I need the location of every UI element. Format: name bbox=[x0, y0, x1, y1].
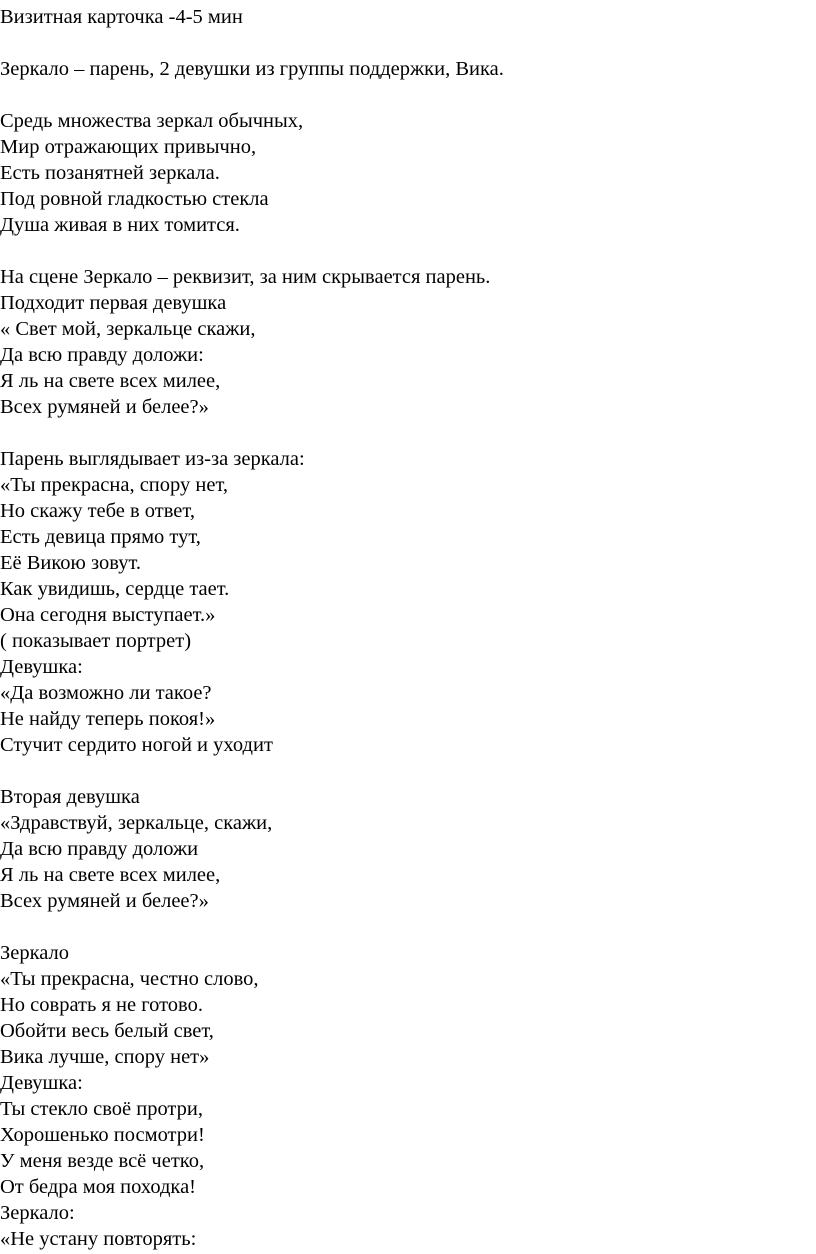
text-line: Зеркало: bbox=[0, 1202, 75, 1224]
text-line: У меня везде всё четко, bbox=[0, 1150, 205, 1172]
text-line: Мир отражающих привычно, bbox=[0, 136, 257, 158]
text-line: Но соврать я не готово. bbox=[0, 994, 203, 1016]
text-line: Девушка: bbox=[0, 656, 83, 678]
text-line: «Не устану повторять: bbox=[0, 1228, 197, 1250]
blank-line bbox=[0, 914, 504, 940]
text-line: Её Викою зовут. bbox=[0, 552, 141, 574]
text-line: «Ты прекрасна, спору нет, bbox=[0, 474, 228, 496]
text-line: Душа живая в них томится. bbox=[0, 214, 240, 236]
text-line: Да всю правду доложи bbox=[0, 838, 199, 860]
text-line: Но скажу тебе в ответ, bbox=[0, 500, 195, 522]
text-line: ( показывает портрет) bbox=[0, 630, 192, 652]
text-line: Я ль на свете всех милее, bbox=[0, 370, 221, 392]
text-line: Вика лучше, спору нет» bbox=[0, 1046, 210, 1068]
text-line: Стучит сердито ногой и уходит bbox=[0, 734, 273, 756]
text-line: Всех румяней и белее?» bbox=[0, 890, 209, 912]
text-line: «Здравствуй, зеркальце, скажи, bbox=[0, 812, 273, 834]
text-line: Она сегодня выступает.» bbox=[0, 604, 216, 626]
blank-line bbox=[0, 30, 504, 56]
text-line: «Да возможно ли такое? bbox=[0, 682, 212, 704]
text-line: Хорошенько посмотри! bbox=[0, 1124, 205, 1146]
document-title: Визитная карточка -4-5 мин bbox=[0, 6, 243, 28]
text-line: На сцене Зеркало – реквизит, за ним скрывается парень. bbox=[0, 266, 491, 288]
blank-line bbox=[0, 82, 504, 108]
text-line: Подходит первая девушка bbox=[0, 292, 227, 314]
text-line: Девушка: bbox=[0, 1072, 83, 1094]
blank-line bbox=[0, 758, 504, 784]
blank-line bbox=[0, 238, 504, 264]
blank-line bbox=[0, 420, 504, 446]
text-line: Ты стекло своё протри, bbox=[0, 1098, 203, 1120]
text-line: Есть девица прямо тут, bbox=[0, 526, 201, 548]
text-line: Да всю правду доложи: bbox=[0, 344, 204, 366]
text-line: Я ль на свете всех милее, bbox=[0, 864, 221, 886]
text-line: Под ровной гладкостью стекла bbox=[0, 188, 269, 210]
text-line: Парень выглядывает из-за зеркала: bbox=[0, 448, 305, 470]
text-line: Вторая девушка bbox=[0, 786, 140, 808]
text-line: «Ты прекрасна, честно слово, bbox=[0, 968, 259, 990]
text-line: Есть позанятней зеркала. bbox=[0, 162, 220, 184]
text-line: Средь множества зеркал обычных, bbox=[0, 110, 304, 132]
text-line: Всех румяней и белее?» bbox=[0, 396, 209, 418]
text-line: От бедра моя походка! bbox=[0, 1176, 197, 1198]
cast-list: Зеркало – парень, 2 девушки из группы поддержки, Вика. bbox=[0, 58, 504, 80]
text-line: Как увидишь, сердце тает. bbox=[0, 578, 230, 600]
text-line: Зеркало bbox=[0, 942, 70, 964]
text-line: Не найду теперь покоя!» bbox=[0, 708, 216, 730]
text-line: « Свет мой, зеркальце скажи, bbox=[0, 318, 256, 340]
text-line: Обойти весь белый свет, bbox=[0, 1020, 214, 1042]
